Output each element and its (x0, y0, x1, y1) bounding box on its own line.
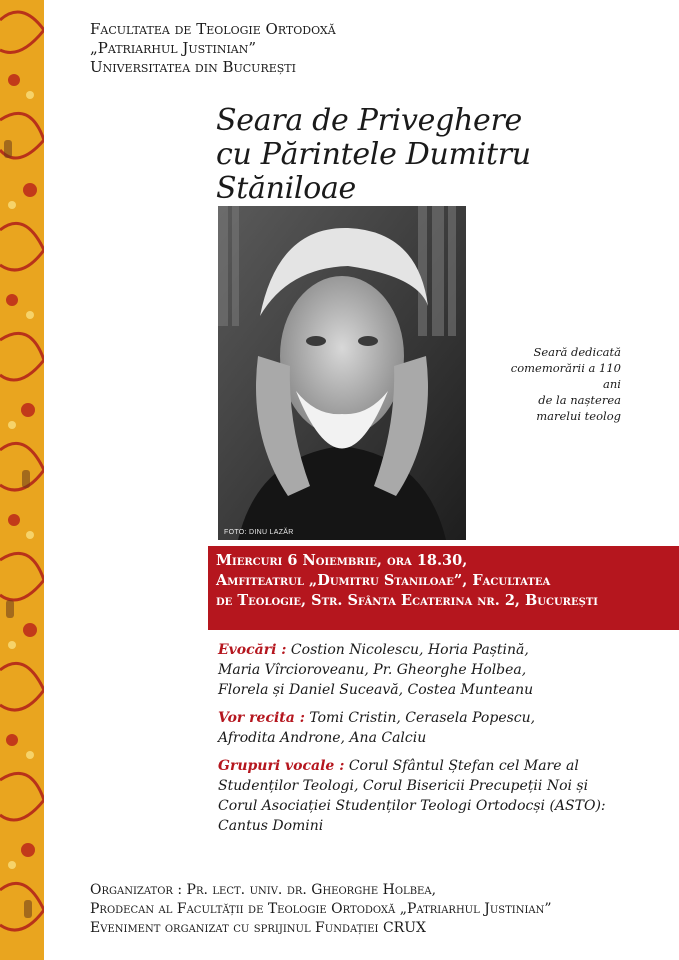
institution-university: Universitatea din București (90, 58, 296, 76)
dedication-line-1: Seară dedicată (533, 345, 621, 359)
grupuri-text-1: Corul Sfântul Ștefan cel Mare al (344, 758, 579, 774)
title-line-1: Seara de Priveghere (216, 103, 522, 138)
ornament-pattern-icon (0, 0, 44, 960)
grupuri-text-4: Cantus Domini (218, 818, 324, 834)
recita-text-2: Afrodita Androne, Ana Calciu (218, 730, 427, 746)
portrait-image-icon (218, 206, 466, 540)
dedication-line-4: marelui teolog (536, 409, 621, 423)
event-date-time: Miercuri 6 Noiembrie, ora 18.30, (216, 552, 468, 569)
institution-patriarch: „Patriarhul Justinian” (90, 39, 257, 57)
event-details-banner (208, 546, 679, 630)
dedication-note (501, 344, 621, 424)
institution-header (90, 20, 336, 77)
evocari-label: Evocări : (218, 642, 287, 658)
grupuri-text-3: Corul Asociației Studenților Teologi Ortodocși (ASTO): (218, 798, 606, 814)
event-location-2: de Teologie, Str. Sfânta Ecaterina nr. 2, București (216, 592, 598, 609)
evocari-text-2: Maria Vîrcioroveanu, Pr. Gheorghe Holbea, (218, 662, 527, 678)
event-location-1: Amfiteatrul „Dumitru Staniloae”, Facultatea (216, 572, 551, 589)
dedication-line-3: de la nașterea (538, 393, 621, 407)
portrait-photo (218, 206, 466, 540)
organizer-line: Organizator : Pr. lect. univ. dr. Gheorghe Holbea, (90, 882, 437, 898)
grupuri-label: Grupuri vocale : (218, 758, 345, 774)
program-evocari (218, 640, 658, 700)
recita-label: Vor recita : (218, 710, 305, 726)
title-line-2: cu Părintele Dumitru Stăniloae (216, 137, 531, 206)
institution-faculty: Facultatea de Teologie Ortodoxă (90, 20, 336, 38)
program-grupuri (218, 756, 658, 836)
program-recita (218, 708, 658, 748)
evocari-text-1: Costion Nicolescu, Horia Paștină, (286, 642, 529, 658)
organizer-footer (90, 881, 552, 938)
decorative-border (0, 0, 44, 960)
prodecan-line: Prodecan al Facultății de Teologie Ortodoxă „Patriarhul Justinian” (90, 901, 552, 917)
sponsor-line: Eveniment organizat cu sprijinul Fundației CRUX (90, 920, 426, 936)
recita-text-1: Tomi Cristin, Cerasela Popescu, (304, 710, 536, 726)
grupuri-text-2: Studenților Teologi, Corul Bisericii Precupeții Noi și (218, 778, 589, 794)
dedication-line-2: comemorării a 110 ani (510, 361, 621, 391)
photo-credit: FOTO: DINU LAZĂR (224, 529, 294, 536)
event-program (218, 640, 658, 844)
event-title (216, 104, 679, 206)
evocari-text-3: Florela și Daniel Suceavă, Costea Munteanu (218, 682, 534, 698)
